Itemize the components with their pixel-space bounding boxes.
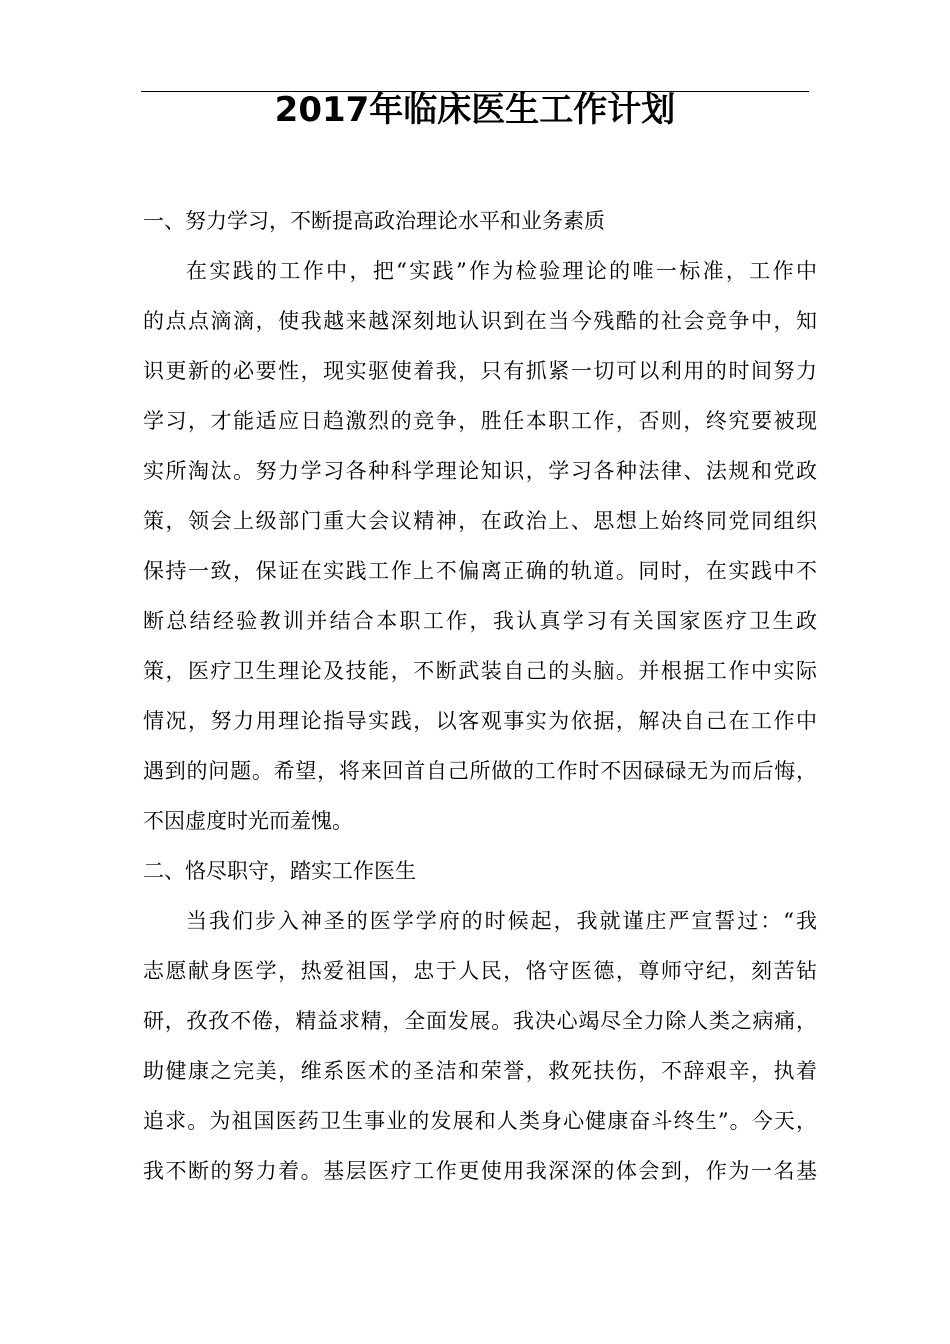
- text-line: 策，医疗卫生理论及技能，不断武装自己的头脑。并根据工作中实际: [143, 659, 817, 683]
- text-line: 志愿献身医学，热爱祖国，忠于人民，恪守医德，尊师守纪，刻苦钻: [143, 959, 817, 983]
- text-line: 保持一致，保证在实践工作上不偏离正确的轨道。同时，在实践中不: [143, 559, 817, 583]
- text-line: 策，领会上级部门重大会议精神，在政治上、思想上始终同党同组织: [143, 509, 817, 533]
- text-line: 识更新的必要性，现实驱使着我，只有抓紧一切可以利用的时间努力: [143, 359, 817, 383]
- text-line: 研，孜孜不倦，精益求精，全面发展。我决心竭尽全力除人类之病痛，: [143, 1009, 817, 1033]
- text-line: 断总结经验教训并结合本职工作，我认真学习有关国家医疗卫生政: [143, 609, 817, 633]
- section-paragraph-1: [143, 246, 817, 846]
- text-line: 情况，努力用理论指导实践，以客观事实为依据，解决自己在工作中: [143, 709, 817, 733]
- text-line: 实所淘汰。努力学习各种科学理论知识，学习各种法律、法规和党政: [143, 459, 817, 483]
- text-line: 当我们步入神圣的医学学府的时候起，我就谨庄严宣誓过：“我: [186, 909, 817, 933]
- section-heading-2: 二、恪尽职守，踏实工作医生: [143, 859, 416, 883]
- page-title: 2017年临床医生工作计划: [274, 90, 676, 130]
- text-line: 追求。为祖国医药卫生事业的发展和人类身心健康奋斗终生”。今天，: [143, 1109, 817, 1133]
- document-body: [143, 196, 817, 1196]
- text-line: 在实践的工作中，把“实践”作为检验理论的唯一标准，工作中: [186, 259, 817, 283]
- text-line: 的点点滴滴，使我越来越深刻地认识到在当今残酷的社会竞争中，知: [143, 309, 817, 333]
- text-line: 遇到的问题。希望，将来回首自己所做的工作时不因碌碌无为而后悔，: [143, 759, 817, 783]
- section-paragraph-2: [143, 896, 817, 1196]
- text-line: 助健康之完美，维系医术的圣洁和荣誉，救死扶伤，不辞艰辛，执着: [143, 1059, 817, 1083]
- text-line: 学习，才能适应日趋激烈的竞争，胜任本职工作，否则，终究要被现: [143, 409, 817, 433]
- text-line: 我不断的努力着。基层医疗工作更使用我深深的体会到，作为一名基: [143, 1159, 817, 1183]
- text-line: 不因虚度时光而羞愧。: [143, 809, 353, 833]
- section-heading-1: 一、努力学习，不断提高政治理论水平和业务素质: [143, 209, 605, 233]
